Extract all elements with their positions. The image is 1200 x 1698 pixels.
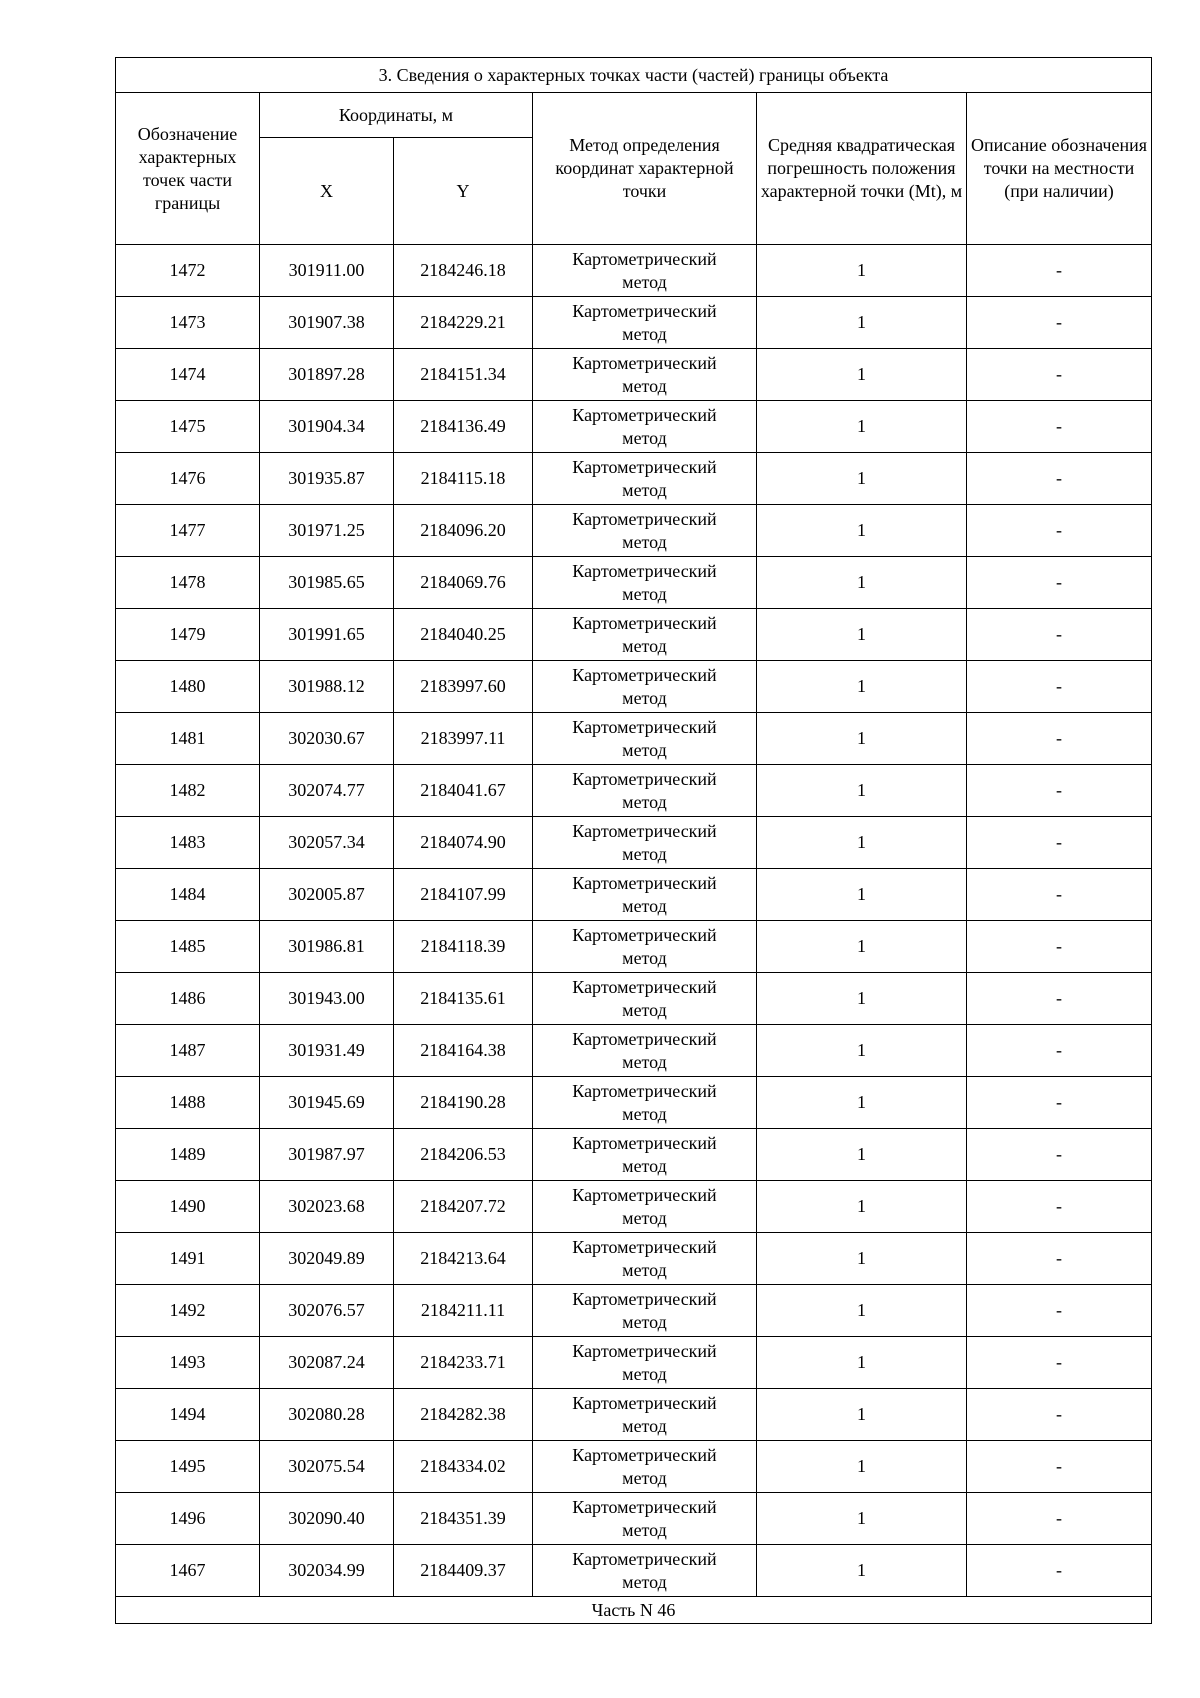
method-cell (533, 1077, 757, 1129)
table-row (116, 1181, 1152, 1233)
table-row (116, 1389, 1152, 1441)
method-line-1: Картометрический (572, 404, 717, 425)
x-coord-cell: 301986.81 (260, 921, 394, 973)
accuracy-cell: 1 (757, 973, 967, 1025)
method-line-2: метод (622, 323, 667, 344)
table-title: 3. Сведения о характерных точках части (частей) границы объекта (116, 58, 1152, 93)
method-line-2: метод (622, 999, 667, 1020)
y-coord-cell: 2184206.53 (394, 1129, 533, 1181)
accuracy-cell: 1 (757, 453, 967, 505)
table-row (116, 609, 1152, 661)
table-row (116, 505, 1152, 557)
method-line-2: метод (622, 479, 667, 500)
accuracy-cell: 1 (757, 349, 967, 401)
description-cell: - (967, 1441, 1152, 1493)
title-row (116, 58, 1152, 93)
accuracy-cell: 1 (757, 1077, 967, 1129)
y-coord-cell: 2184164.38 (394, 1025, 533, 1077)
method-cell (533, 1493, 757, 1545)
x-coord-cell: 301907.38 (260, 297, 394, 349)
point-id-cell: 1494 (116, 1389, 260, 1441)
header-accuracy: Средняя квадратическая погрешность положения характерной точки (Mt), м (757, 93, 967, 245)
method-line-2: метод (622, 583, 667, 604)
method-line-1: Картометрический (572, 768, 717, 789)
method-cell (533, 1337, 757, 1389)
accuracy-cell: 1 (757, 765, 967, 817)
method-line-1: Картометрический (572, 456, 717, 477)
accuracy-cell: 1 (757, 1025, 967, 1077)
accuracy-cell: 1 (757, 661, 967, 713)
point-id-cell: 1473 (116, 297, 260, 349)
method-line-1: Картометрический (572, 1496, 717, 1517)
method-line-2: метод (622, 1363, 667, 1384)
description-cell: - (967, 401, 1152, 453)
y-coord-cell: 2183997.11 (394, 713, 533, 765)
method-line-1: Картометрический (572, 1132, 717, 1153)
method-line-1: Картометрический (572, 1548, 717, 1569)
point-id-cell: 1491 (116, 1233, 260, 1285)
method-line-2: метод (622, 375, 667, 396)
method-cell (533, 765, 757, 817)
x-coord-cell: 302080.28 (260, 1389, 394, 1441)
y-coord-cell: 2184233.71 (394, 1337, 533, 1389)
method-line-2: метод (622, 843, 667, 864)
table-row (116, 765, 1152, 817)
method-cell (533, 505, 757, 557)
description-cell: - (967, 973, 1152, 1025)
y-coord-cell: 2184213.64 (394, 1233, 533, 1285)
description-cell: - (967, 869, 1152, 921)
method-line-1: Картометрический (572, 560, 717, 581)
method-line-2: метод (622, 427, 667, 448)
method-line-2: метод (622, 1467, 667, 1488)
description-cell: - (967, 817, 1152, 869)
y-coord-cell: 2183997.60 (394, 661, 533, 713)
y-coord-cell: 2184211.11 (394, 1285, 533, 1337)
method-line-1: Картометрический (572, 1184, 717, 1205)
x-coord-cell: 302076.57 (260, 1285, 394, 1337)
description-cell: - (967, 297, 1152, 349)
y-coord-cell: 2184041.67 (394, 765, 533, 817)
point-id-cell: 1493 (116, 1337, 260, 1389)
table-row (116, 713, 1152, 765)
accuracy-cell: 1 (757, 1389, 967, 1441)
method-line-1: Картометрический (572, 1288, 717, 1309)
accuracy-cell: 1 (757, 1337, 967, 1389)
y-coord-cell: 2184069.76 (394, 557, 533, 609)
table-row (116, 921, 1152, 973)
accuracy-cell: 1 (757, 1129, 967, 1181)
accuracy-cell: 1 (757, 1441, 967, 1493)
accuracy-cell: 1 (757, 1233, 967, 1285)
description-cell: - (967, 453, 1152, 505)
method-cell (533, 297, 757, 349)
method-line-1: Картометрический (572, 248, 717, 269)
point-id-cell: 1489 (116, 1129, 260, 1181)
x-coord-cell: 301991.65 (260, 609, 394, 661)
method-line-2: метод (622, 1311, 667, 1332)
x-coord-cell: 302023.68 (260, 1181, 394, 1233)
method-cell (533, 1285, 757, 1337)
method-line-1: Картометрический (572, 508, 717, 529)
accuracy-cell: 1 (757, 1545, 967, 1597)
description-cell: - (967, 245, 1152, 297)
table-row (116, 1545, 1152, 1597)
description-cell: - (967, 1077, 1152, 1129)
table-row (116, 817, 1152, 869)
method-cell (533, 869, 757, 921)
table-row (116, 245, 1152, 297)
x-coord-cell: 301935.87 (260, 453, 394, 505)
method-line-2: метод (622, 1207, 667, 1228)
point-id-cell: 1477 (116, 505, 260, 557)
x-coord-cell: 301987.97 (260, 1129, 394, 1181)
x-coord-cell: 302049.89 (260, 1233, 394, 1285)
accuracy-cell: 1 (757, 869, 967, 921)
accuracy-cell: 1 (757, 713, 967, 765)
point-id-cell: 1478 (116, 557, 260, 609)
accuracy-cell: 1 (757, 921, 967, 973)
method-cell (533, 453, 757, 505)
method-cell (533, 921, 757, 973)
method-line-2: метод (622, 739, 667, 760)
x-coord-cell: 302075.54 (260, 1441, 394, 1493)
method-cell (533, 1389, 757, 1441)
description-cell: - (967, 661, 1152, 713)
table-row (116, 1441, 1152, 1493)
header-x: X (260, 138, 394, 245)
x-coord-cell: 301945.69 (260, 1077, 394, 1129)
table-row (116, 869, 1152, 921)
x-coord-cell: 302057.34 (260, 817, 394, 869)
point-id-cell: 1476 (116, 453, 260, 505)
y-coord-cell: 2184096.20 (394, 505, 533, 557)
accuracy-cell: 1 (757, 297, 967, 349)
x-coord-cell: 301904.34 (260, 401, 394, 453)
table-row (116, 453, 1152, 505)
accuracy-cell: 1 (757, 505, 967, 557)
method-cell (533, 1233, 757, 1285)
y-coord-cell: 2184282.38 (394, 1389, 533, 1441)
description-cell: - (967, 1233, 1152, 1285)
method-line-1: Картометрический (572, 300, 717, 321)
y-coord-cell: 2184115.18 (394, 453, 533, 505)
table-row (116, 1077, 1152, 1129)
header-description: Описание обозначения точки на местности (при наличии) (967, 93, 1152, 245)
method-line-1: Картометрический (572, 924, 717, 945)
method-line-2: метод (622, 271, 667, 292)
method-line-1: Картометрический (572, 976, 717, 997)
point-id-cell: 1482 (116, 765, 260, 817)
method-line-1: Картометрический (572, 1080, 717, 1101)
point-id-cell: 1480 (116, 661, 260, 713)
header-point: Обозначение характерных точек части границы (116, 93, 260, 245)
method-line-1: Картометрический (572, 612, 717, 633)
method-line-1: Картометрический (572, 664, 717, 685)
accuracy-cell: 1 (757, 1493, 967, 1545)
description-cell: - (967, 1025, 1152, 1077)
method-line-2: метод (622, 531, 667, 552)
x-coord-cell: 301988.12 (260, 661, 394, 713)
y-coord-cell: 2184351.39 (394, 1493, 533, 1545)
point-id-cell: 1467 (116, 1545, 260, 1597)
description-cell: - (967, 921, 1152, 973)
description-cell: - (967, 609, 1152, 661)
x-coord-cell: 302074.77 (260, 765, 394, 817)
table-row (116, 349, 1152, 401)
table-row (116, 1493, 1152, 1545)
table-row (116, 1337, 1152, 1389)
method-line-2: метод (622, 1519, 667, 1540)
point-id-cell: 1496 (116, 1493, 260, 1545)
point-id-cell: 1486 (116, 973, 260, 1025)
accuracy-cell: 1 (757, 1285, 967, 1337)
table-row (116, 297, 1152, 349)
method-line-2: метод (622, 791, 667, 812)
method-line-1: Картометрический (572, 820, 717, 841)
y-coord-cell: 2184151.34 (394, 349, 533, 401)
accuracy-cell: 1 (757, 1181, 967, 1233)
accuracy-cell: 1 (757, 609, 967, 661)
description-cell: - (967, 1337, 1152, 1389)
method-line-2: метод (622, 1571, 667, 1592)
boundary-points-table (115, 57, 1152, 1624)
method-line-2: метод (622, 1051, 667, 1072)
method-line-1: Картометрический (572, 872, 717, 893)
method-line-1: Картометрический (572, 1028, 717, 1049)
description-cell: - (967, 1129, 1152, 1181)
method-cell (533, 557, 757, 609)
description-cell: - (967, 1493, 1152, 1545)
method-cell (533, 1441, 757, 1493)
x-coord-cell: 302030.67 (260, 713, 394, 765)
method-cell (533, 973, 757, 1025)
description-cell: - (967, 349, 1152, 401)
table-row (116, 1129, 1152, 1181)
header-method: Метод определения координат характерной точки (533, 93, 757, 245)
y-coord-cell: 2184229.21 (394, 297, 533, 349)
point-id-cell: 1487 (116, 1025, 260, 1077)
method-cell (533, 817, 757, 869)
y-coord-cell: 2184136.49 (394, 401, 533, 453)
method-cell (533, 713, 757, 765)
method-cell (533, 349, 757, 401)
point-id-cell: 1483 (116, 817, 260, 869)
y-coord-cell: 2184207.72 (394, 1181, 533, 1233)
point-id-cell: 1474 (116, 349, 260, 401)
point-id-cell: 1472 (116, 245, 260, 297)
x-coord-cell: 302090.40 (260, 1493, 394, 1545)
method-line-1: Картометрический (572, 1392, 717, 1413)
point-id-cell: 1492 (116, 1285, 260, 1337)
table-row (116, 1233, 1152, 1285)
method-cell (533, 1181, 757, 1233)
method-cell (533, 401, 757, 453)
y-coord-cell: 2184040.25 (394, 609, 533, 661)
method-line-2: метод (622, 1103, 667, 1124)
method-line-2: метод (622, 1155, 667, 1176)
method-cell (533, 245, 757, 297)
method-cell (533, 1129, 757, 1181)
method-line-2: метод (622, 947, 667, 968)
point-id-cell: 1479 (116, 609, 260, 661)
method-line-1: Картометрический (572, 1340, 717, 1361)
method-line-1: Картометрический (572, 716, 717, 737)
point-id-cell: 1475 (116, 401, 260, 453)
method-line-1: Картометрический (572, 352, 717, 373)
description-cell: - (967, 713, 1152, 765)
table-row (116, 1025, 1152, 1077)
x-coord-cell: 301971.25 (260, 505, 394, 557)
method-cell (533, 1025, 757, 1077)
header-row-1 (116, 93, 1152, 138)
description-cell: - (967, 505, 1152, 557)
method-line-2: метод (622, 895, 667, 916)
accuracy-cell: 1 (757, 401, 967, 453)
accuracy-cell: 1 (757, 817, 967, 869)
method-line-2: метод (622, 687, 667, 708)
y-coord-cell: 2184246.18 (394, 245, 533, 297)
header-y: Y (394, 138, 533, 245)
description-cell: - (967, 1181, 1152, 1233)
method-line-1: Картометрический (572, 1444, 717, 1465)
y-coord-cell: 2184074.90 (394, 817, 533, 869)
method-cell (533, 1545, 757, 1597)
footer-row (116, 1597, 1152, 1624)
accuracy-cell: 1 (757, 557, 967, 609)
method-line-1: Картометрический (572, 1236, 717, 1257)
y-coord-cell: 2184334.02 (394, 1441, 533, 1493)
x-coord-cell: 301943.00 (260, 973, 394, 1025)
y-coord-cell: 2184135.61 (394, 973, 533, 1025)
point-id-cell: 1488 (116, 1077, 260, 1129)
part-label: Часть N 46 (116, 1597, 1152, 1624)
method-cell (533, 609, 757, 661)
description-cell: - (967, 1389, 1152, 1441)
header-coords: Координаты, м (260, 93, 533, 138)
description-cell: - (967, 765, 1152, 817)
x-coord-cell: 302034.99 (260, 1545, 394, 1597)
table-row (116, 1285, 1152, 1337)
x-coord-cell: 302087.24 (260, 1337, 394, 1389)
accuracy-cell: 1 (757, 245, 967, 297)
description-cell: - (967, 557, 1152, 609)
method-line-2: метод (622, 1415, 667, 1436)
y-coord-cell: 2184118.39 (394, 921, 533, 973)
table-row (116, 661, 1152, 713)
x-coord-cell: 301911.00 (260, 245, 394, 297)
x-coord-cell: 301931.49 (260, 1025, 394, 1077)
y-coord-cell: 2184107.99 (394, 869, 533, 921)
y-coord-cell: 2184409.37 (394, 1545, 533, 1597)
x-coord-cell: 301897.28 (260, 349, 394, 401)
description-cell: - (967, 1285, 1152, 1337)
table-row (116, 401, 1152, 453)
table-row (116, 973, 1152, 1025)
method-cell (533, 661, 757, 713)
y-coord-cell: 2184190.28 (394, 1077, 533, 1129)
description-cell: - (967, 1545, 1152, 1597)
point-id-cell: 1481 (116, 713, 260, 765)
x-coord-cell: 302005.87 (260, 869, 394, 921)
x-coord-cell: 301985.65 (260, 557, 394, 609)
table-row (116, 557, 1152, 609)
method-line-2: метод (622, 635, 667, 656)
point-id-cell: 1490 (116, 1181, 260, 1233)
point-id-cell: 1495 (116, 1441, 260, 1493)
method-line-2: метод (622, 1259, 667, 1280)
point-id-cell: 1484 (116, 869, 260, 921)
point-id-cell: 1485 (116, 921, 260, 973)
